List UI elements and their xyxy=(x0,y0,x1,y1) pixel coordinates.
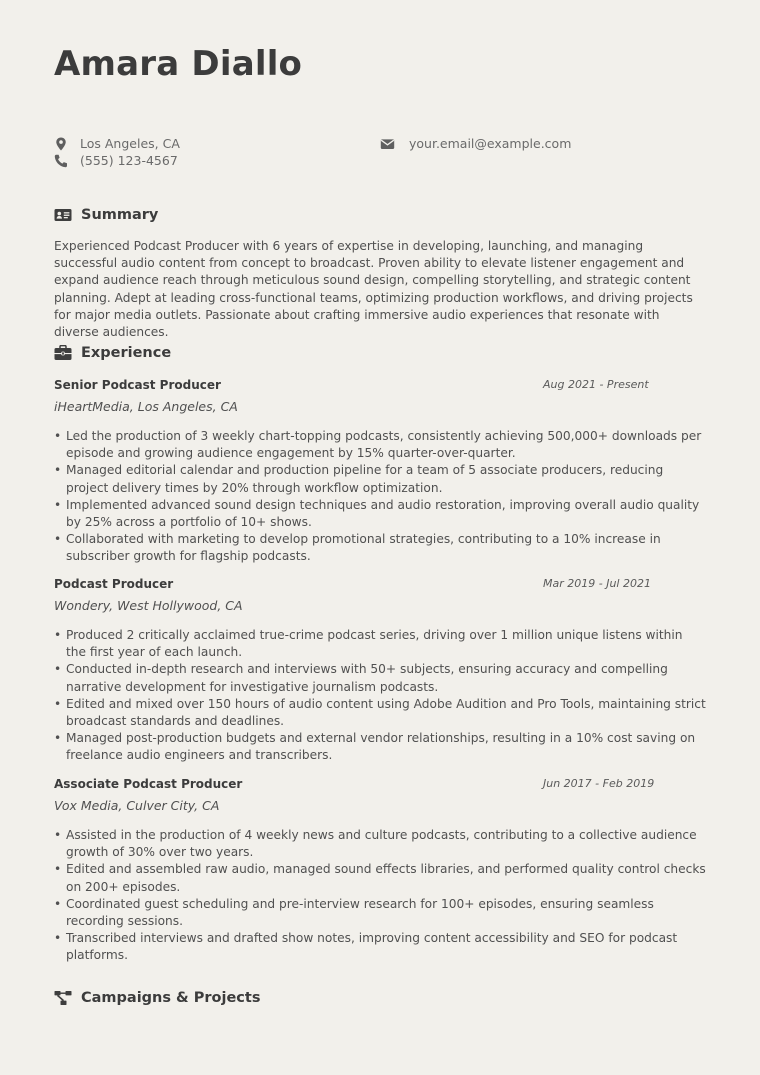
bullet-item: • Coordinated guest scheduling and pre-interview research for 100+ episodes, ensuring seamless recording sessions. xyxy=(54,896,706,930)
job-bullets xyxy=(54,627,706,765)
job-company: Vox Media, Culver City, CA xyxy=(54,798,220,813)
job-dates: Aug 2021 - Present xyxy=(543,378,649,391)
phone-icon xyxy=(54,154,68,168)
bullet-item: • Produced 2 critically acclaimed true-crime podcast series, driving over 1 million unique listens within the first year of each launch. xyxy=(54,627,706,661)
candidate-name: Amara Diallo xyxy=(54,44,303,84)
summary-title: Summary xyxy=(81,207,159,223)
bullet-item: • Edited and assembled raw audio, managed sound effects libraries, and performed quality control checks on 200+ episodes. xyxy=(54,861,706,895)
experience-title: Experience xyxy=(81,345,172,361)
job-company: iHeartMedia, Los Angeles, CA xyxy=(54,399,238,414)
bullet-item: • Transcribed interviews and drafted show notes, improving content accessibility and SEO for podcast platforms. xyxy=(54,930,706,964)
job-dates: Jun 2017 - Feb 2019 xyxy=(543,777,655,790)
projects-title: Campaigns & Projects xyxy=(81,990,261,1006)
bullet-item: • Implemented advanced sound design techniques and audio restoration, improving overall audio quality by 25% across a portfolio of 10+ shows. xyxy=(54,497,706,531)
job-bullets xyxy=(54,428,706,566)
bullet-item: • Collaborated with marketing to develop promotional strategies, contributing to a 10% increase in subscriber growth for flagship podcasts. xyxy=(54,531,706,565)
bullet-item: • Conducted in-depth research and interviews with 50+ subjects, ensuring accuracy and compelling narrative development for investigative journalism podcasts. xyxy=(54,661,706,695)
job-title: Senior Podcast Producer xyxy=(54,378,221,392)
location-text: Los Angeles, CA xyxy=(80,136,180,151)
briefcase-icon xyxy=(54,345,72,361)
job-title: Associate Podcast Producer xyxy=(54,777,243,791)
email-text[interactable]: your.email@example.com xyxy=(409,136,572,151)
phone-text: (555) 123-4567 xyxy=(80,153,178,168)
job-company: Wondery, West Hollywood, CA xyxy=(54,598,243,613)
contact-info xyxy=(54,135,706,175)
bullet-item: • Managed post-production budgets and external vendor relationships, resulting in a 10% cost saving on freelance audio engineers and transcribers. xyxy=(54,730,706,764)
envelope-icon xyxy=(380,137,394,151)
id-card-icon xyxy=(54,207,72,223)
bullet-item: • Edited and mixed over 150 hours of audio content using Adobe Audition and Pro Tools, maintaining strict broadcast standards and deadlines. xyxy=(54,696,706,730)
summary-text: Experienced Podcast Producer with 6 years of expertise in developing, launching, and managing successful audio content from concept to broadcast. Proven ability to elevate listener engagement and expand audience reach through meticulous sound design, compelling storytelling, and strategic content planning. Adept at leading cross-functional teams, optimizing production workflows, and driving projects for major media outlets. Passionate about crafting immersive audio experiences that resonate with diverse audiences. xyxy=(54,239,693,340)
job-bullets xyxy=(54,827,706,965)
bullet-item: • Assisted in the production of 4 weekly news and culture podcasts, contributing to a collective audience growth of 30% over two years. xyxy=(54,827,706,861)
bullet-item: • Led the production of 3 weekly chart-topping podcasts, consistently achieving 500,000+ downloads per episode and growing audience engagement by 15% quarter-over-quarter. xyxy=(54,428,706,462)
job-dates: Mar 2019 - Jul 2021 xyxy=(543,577,651,590)
project-diagram-icon xyxy=(54,990,72,1006)
bullet-item: • Managed editorial calendar and production pipeline for a team of 5 associate producers, reducing project delivery times by 20% through workflow optimization. xyxy=(54,462,706,496)
job-title: Podcast Producer xyxy=(54,577,174,591)
map-pin-icon xyxy=(54,137,68,151)
